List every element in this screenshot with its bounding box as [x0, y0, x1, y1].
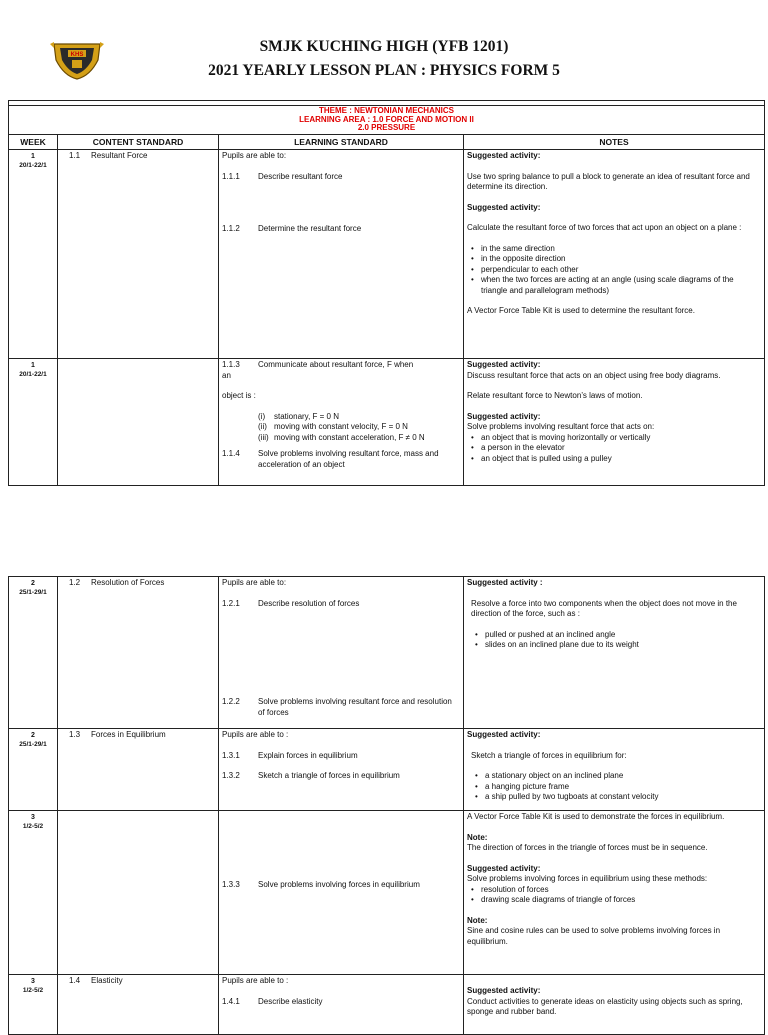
list-item: • an object that is pulled using a pulley — [481, 454, 761, 465]
learning-area-sub: 2.0 PRESSURE — [357, 123, 416, 132]
col-learning-standard: LEARNING STANDARD — [219, 134, 464, 150]
content-standard-cell: 1.2 Resolution of Forces — [58, 577, 219, 729]
learning-standard-cell: Pupils are able to: 1.2.1 Describe resolution of forces 1.2.2 Solve problems involving resultant force and resolution of forces — [219, 577, 464, 729]
lesson-plan-table-page1 — [8, 100, 765, 486]
list-item: • a stationary object on an inclined plane — [485, 771, 761, 782]
week-cell: 3 1/2-5/2 — [9, 975, 58, 1035]
table-row — [9, 150, 765, 359]
notes-cell: Suggested activity: Use two spring balance to pull a block to generate an idea of resultant force and determine its direction. Suggested activity: Calculate the resultant force of two forces that act upon an object on a plane : • in the same direction • in the opposite direction • perpendicular to each other • when the two forces are acting at an angle (using scale diagrams of the triangle and parallelogram methods) A Vector Force Table Kit is used to determine the resultant force. — [464, 150, 765, 359]
table-row — [9, 729, 765, 811]
list-item: • slides on an inclined plane due to its weight — [485, 640, 761, 651]
week-cell: 2 25/1-29/1 — [9, 577, 58, 729]
content-standard-cell — [58, 359, 219, 486]
theme-line: THEME : NEWTONIAN MECHANICS — [319, 106, 454, 115]
content-standard-cell: 1.4 Elasticity — [58, 975, 219, 1035]
notes-cell: Suggested activity : Resolve a force into two components when the object does not move in the direction of the force, such as : • pulled or pushed at an inclined angle • slides on an inclined plane due to its weight — [464, 577, 765, 729]
notes-cell: Suggested activity: Discuss resultant force that acts on an object using free body diagrams. Relate resultant force to Newton’s laws of motion. Suggested activity: Solve problems involving resultant force that acts on: • an object that is moving horizontally or vertically • a person in the elevator • an object that is pulled using a pulley — [464, 359, 765, 486]
col-week: WEEK — [9, 134, 58, 150]
content-standard-cell — [58, 811, 219, 975]
list-item: • a ship pulled by two tugboats at constant velocity — [485, 792, 761, 803]
learning-standard-cell: 1.1.3 Communicate about resultant force, F when an object is : (i) stationary, F = 0 N (ii) moving with constant velocity, F = 0 N (iii) moving with constant acceleration, F ≠ 0 N 1.1.4 Solve problems involving resultant force, mass and acceleration of an object — [219, 359, 464, 486]
table-row — [9, 359, 765, 486]
list-item: • in the same direction — [481, 244, 761, 255]
col-notes: NOTES — [464, 134, 765, 150]
week-cell: 1 20/1-22/1 — [9, 359, 58, 486]
table-row — [9, 577, 765, 729]
school-title: SMJK KUCHING HIGH (YFB 1201) — [259, 38, 509, 55]
learning-standard-cell: 1.3.3 Solve problems involving forces in equilibrium — [219, 811, 464, 975]
col-content-standard: CONTENT STANDARD — [58, 134, 219, 150]
table-row — [9, 975, 765, 1035]
notes-cell: A Vector Force Table Kit is used to demonstrate the forces in equilibrium. Note: The direction of forces in the triangle of forces must be in sequence. Suggested activity: Solve problems involving forces in equilibrium using these methods: • resolution of forces • drawing scale diagrams of triangle of forces Note: Sine and cosine rules can be used to solve problems involving forces in equilibrium. — [464, 811, 765, 975]
list-item: • when the two forces are acting at an angle (using scale diagrams of the triangle and parallelogram methods) — [481, 275, 761, 296]
content-standard-cell: 1.1 Resultant Force — [58, 150, 219, 359]
list-item: • resolution of forces — [481, 885, 761, 896]
plan-title: 2021 YEARLY LESSON PLAN : PHYSICS FORM 5 — [208, 62, 560, 79]
list-item: • in the opposite direction — [481, 254, 761, 265]
notes-cell: Suggested activity: Sketch a triangle of forces in equilibrium for: • a stationary object on an inclined plane • a hanging picture frame • a ship pulled by two tugboats at constant velocity — [464, 729, 765, 811]
list-item: • an object that is moving horizontally or vertically — [481, 433, 761, 444]
learning-standard-cell: Pupils are able to : 1.4.1 Describe elasticity — [219, 975, 464, 1035]
list-item: • perpendicular to each other — [481, 265, 761, 276]
list-item: • drawing scale diagrams of triangle of forces — [481, 895, 761, 906]
learning-standard-cell: Pupils are able to: 1.1.1 Describe resultant force 1.1.2 Determine the resultant force — [219, 150, 464, 359]
list-item: • pulled or pushed at an inclined angle — [485, 630, 761, 641]
list-item: • a person in the elevator — [481, 443, 761, 454]
learning-area-line: LEARNING AREA : 1.0 FORCE AND MOTION II — [299, 114, 474, 124]
notes-cell: Suggested activity: Conduct activities to generate ideas on elasticity using objects such as spring, sponge and rubber band. — [464, 975, 765, 1035]
content-standard-cell: 1.3 Forces in Equilibrium — [58, 729, 219, 811]
week-cell: 2 25/1-29/1 — [9, 729, 58, 811]
theme-header — [9, 106, 765, 135]
learning-standard-cell: Pupils are able to : 1.3.1 Explain forces in equilibrium 1.3.2 Sketch a triangle of forces in equilibrium — [219, 729, 464, 811]
week-cell: 1 20/1-22/1 — [9, 150, 58, 359]
list-item: • a hanging picture frame — [485, 782, 761, 793]
lesson-plan-table-page2 — [8, 576, 765, 1035]
week-cell: 3 1/2-5/2 — [9, 811, 58, 975]
logo-lettering: KHS — [70, 52, 84, 58]
table-row — [9, 811, 765, 975]
